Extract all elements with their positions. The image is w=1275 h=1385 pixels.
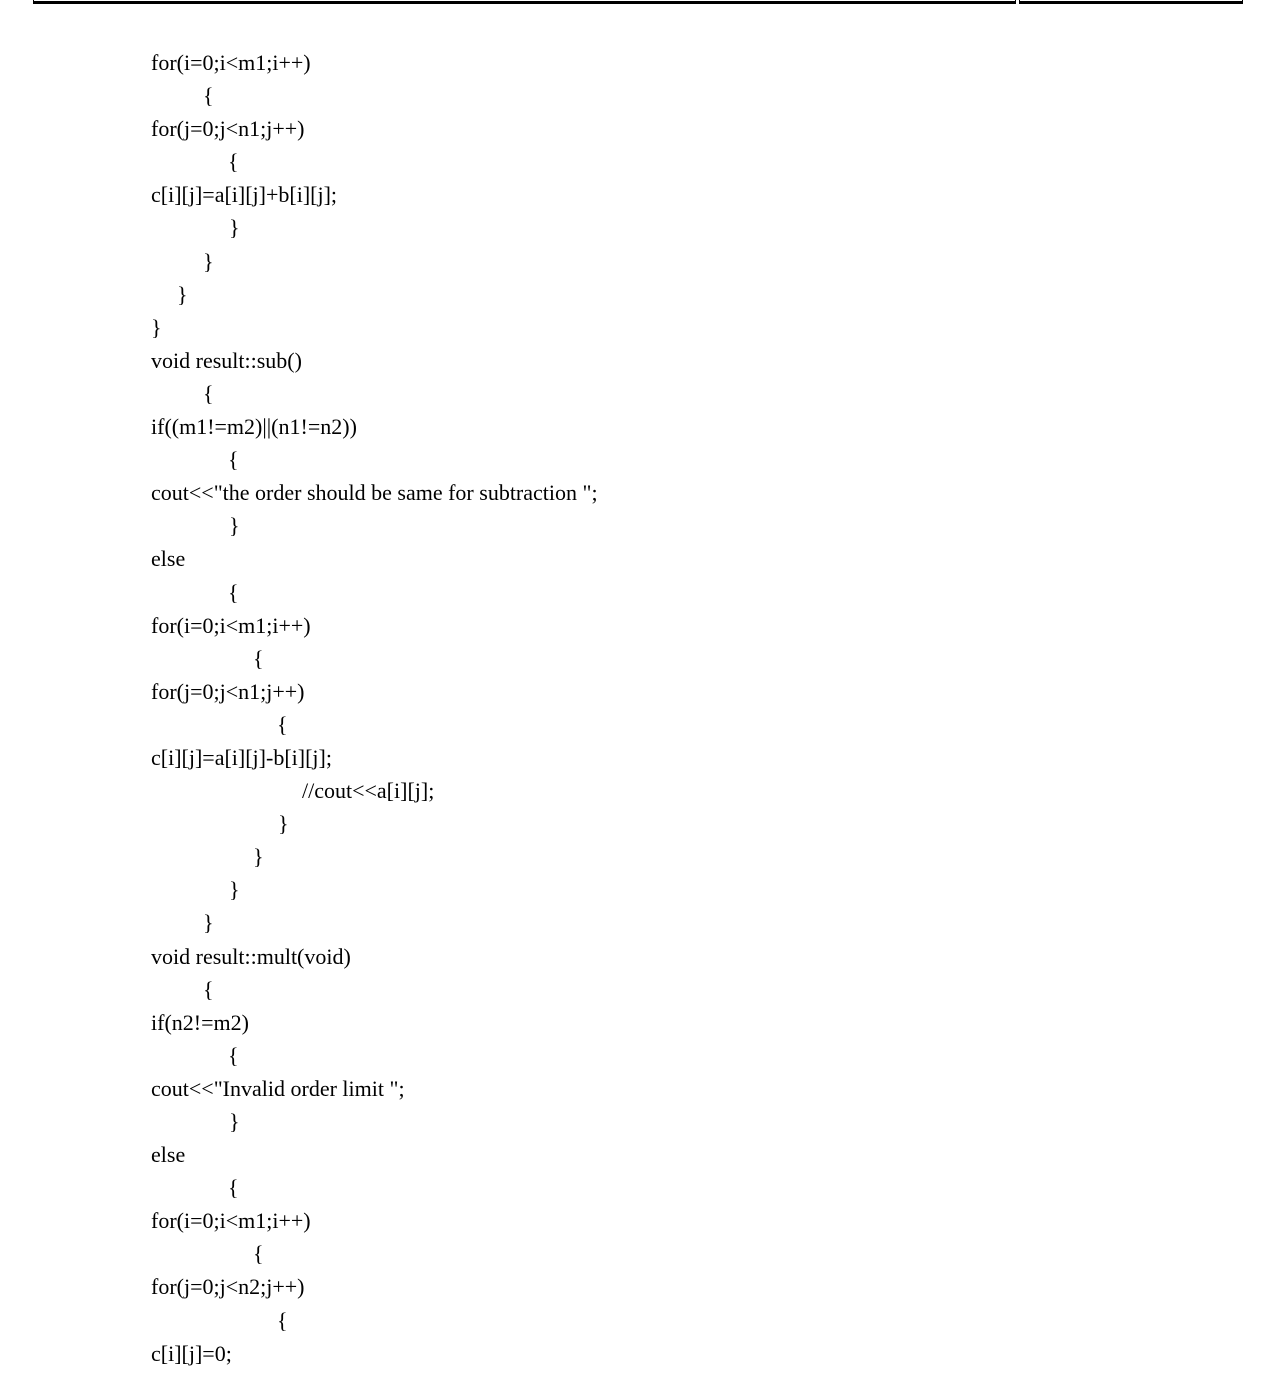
code-line: for(i=0;i<m1;i++): [151, 50, 311, 75]
code-line: {: [253, 645, 264, 671]
code-line: c[i][j]=0;: [151, 1340, 232, 1366]
code-line: c[i][j]=a[i][j]+b[i][j];: [151, 182, 338, 208]
header-bar-right: [1019, 0, 1243, 4]
code-line: {: [228, 149, 239, 175]
code-line: {: [228, 579, 239, 605]
header-bar-left: [33, 0, 1016, 4]
code-line: }: [177, 281, 188, 307]
code-line: }: [203, 910, 214, 936]
code-line: for(i=0;i<m1;i++): [151, 612, 311, 638]
code-line: for(j=0;j<n1;j++): [151, 116, 305, 142]
code-line: else: [151, 546, 186, 572]
code-line: {: [228, 1042, 239, 1068]
code-line: for(i=0;i<m1;i++): [151, 1208, 311, 1234]
code-line: if(n2!=m2): [151, 1009, 249, 1035]
code-line: {: [203, 380, 214, 406]
code-block: [151, 46, 598, 1370]
code-line: }: [229, 877, 240, 903]
code-line: }: [278, 811, 289, 837]
code-line: c[i][j]=a[i][j]-b[i][j];: [151, 744, 332, 770]
code-line: {: [277, 711, 288, 737]
code-line: {: [228, 1175, 239, 1201]
code-line: cout<<"the order should be same for subtraction ";: [151, 480, 598, 506]
code-line: {: [203, 976, 214, 1002]
code-line: }: [229, 215, 240, 241]
code-line: }: [203, 248, 214, 274]
code-line: {: [253, 1241, 264, 1267]
code-line: void result::sub(): [151, 347, 302, 373]
code-line: for(j=0;j<n1;j++): [151, 678, 305, 704]
code-line: else: [151, 1142, 186, 1168]
code-line: }: [151, 314, 162, 340]
code-line: {: [228, 447, 239, 473]
code-line: //cout<<a[i][j];: [302, 778, 435, 804]
code-line: void result::mult(void): [151, 943, 351, 969]
code-line: }: [229, 513, 240, 539]
code-line: cout<<"Invalid order limit ";: [151, 1075, 405, 1101]
code-line: }: [253, 844, 264, 870]
code-line: {: [277, 1307, 288, 1333]
code-line: if((m1!=m2)||(n1!=n2)): [151, 414, 357, 440]
code-line: {: [203, 83, 214, 109]
code-line: }: [229, 1109, 240, 1134]
code-line: for(j=0;j<n2;j++): [151, 1274, 305, 1300]
